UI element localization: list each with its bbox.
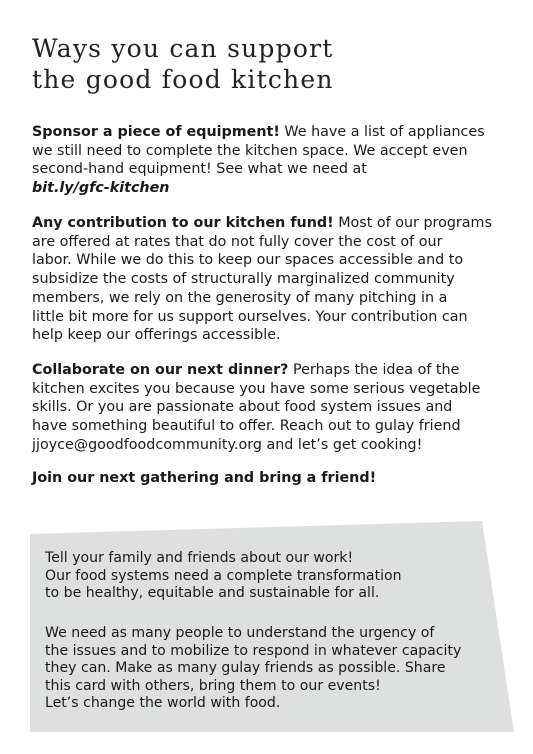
collaborate-text: have something beautiful to offer. Reach out to gulay friend	[32, 418, 461, 435]
equipment-link[interactable]: bit.ly/gfc-kitchen	[32, 180, 170, 197]
callout-text: this card with others, bring them to our events!	[45, 677, 381, 694]
equipment-text: we still need to complete the kitchen space. We accept even	[32, 142, 468, 159]
collaborate-text: Perhaps the idea of the	[288, 362, 460, 378]
callout-paragraph-2	[45, 625, 475, 713]
fund-heading: Any contribution to our kitchen fund!	[32, 215, 334, 231]
collaborate-text: skills. Or you are passionate about food system issues and	[32, 399, 453, 416]
fund-text: subsidize the costs of structurally marginalized community	[32, 271, 455, 288]
fund-text: Most of our programs	[333, 215, 492, 231]
fund-text: labor. While we do this to keep our spaces accessible and to	[32, 252, 464, 269]
callout-text: We need as many people to understand the urgency of	[45, 625, 435, 641]
equipment-text: We have a list of appliances	[279, 124, 485, 140]
callout-text: to be healthy, equitable and sustainable for all.	[45, 585, 380, 602]
fund-text: little bit more for us support ourselves. Your contribution can	[32, 308, 468, 325]
callout-text: Tell your family and friends about our work!	[45, 550, 354, 566]
join-heading: Join our next gathering and bring a friend!	[32, 470, 377, 486]
callout-text: the issues and to mobilize to respond in whatever capacity	[45, 642, 462, 659]
fund-text: members, we rely on the generosity of many pitching in a	[32, 289, 448, 306]
collaborate-text: kitchen excites you because you have some serious vegetable	[32, 380, 481, 397]
collaborate-email: jjoyce@goodfoodcommunity.org and let’s get cooking!	[32, 436, 423, 453]
equipment-heading: Sponsor a piece of equipment!	[32, 124, 280, 140]
callout-text: they can. Make as many gulay friends as possible. Share	[45, 660, 446, 677]
callout-paragraph-1	[45, 550, 475, 603]
title-line-2: the good food kitchen	[32, 65, 334, 94]
callout-text: Our food systems need a complete transformation	[45, 567, 402, 584]
collaborate-heading: Collaborate on our next dinner?	[32, 362, 289, 378]
title-line-1: Ways you can support	[32, 34, 334, 63]
fund-text: are offered at rates that do not fully cover the cost of our	[32, 233, 443, 250]
callout-text: Let’s change the world with food.	[45, 695, 281, 712]
fund-text: help keep our offerings accessible.	[32, 327, 281, 344]
equipment-text: second-hand equipment! See what we need at	[32, 161, 367, 178]
